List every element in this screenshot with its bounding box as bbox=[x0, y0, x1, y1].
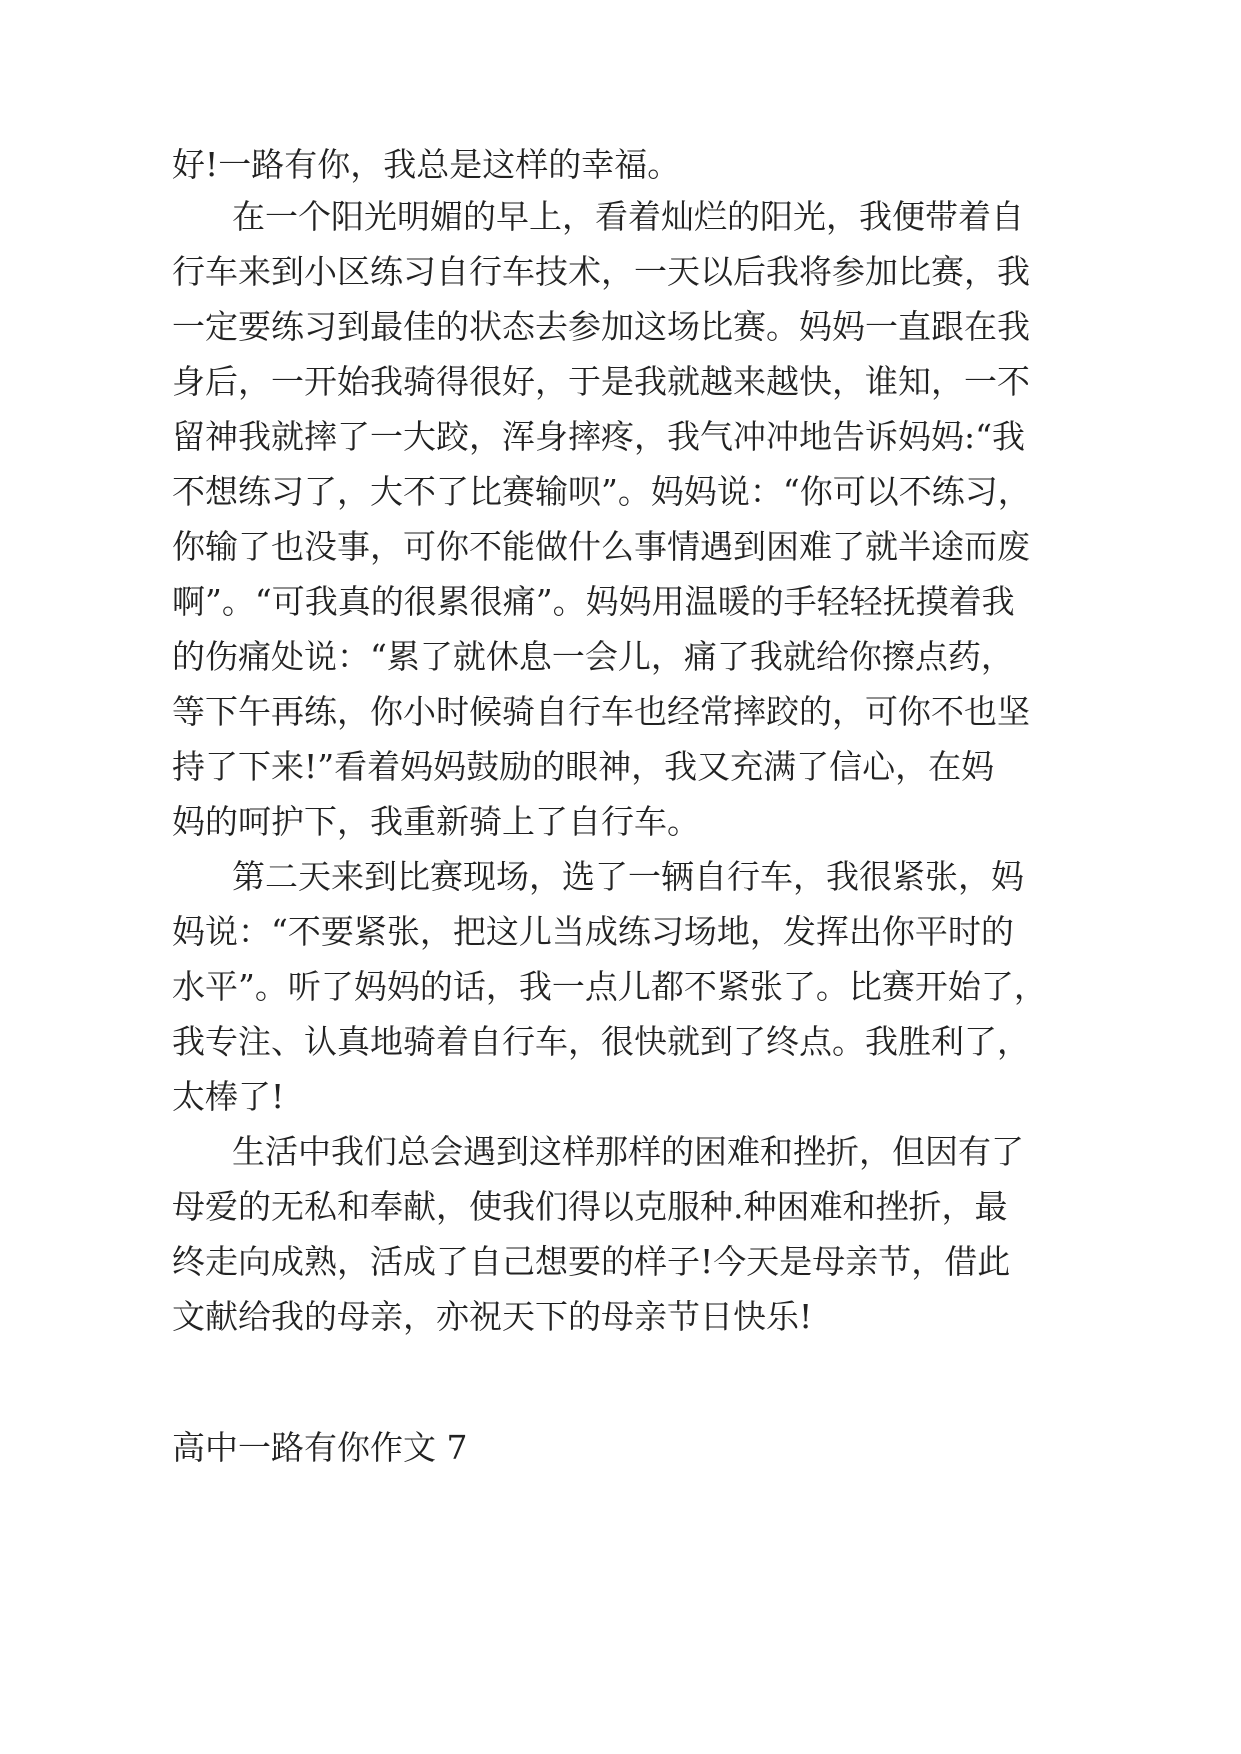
text-line: 好!一路有你，我总是这样的幸福。 bbox=[172, 145, 681, 184]
text-line: 你输了也没事，可你不能做什么事情遇到困难了就半途而废 bbox=[172, 527, 1030, 566]
text-line: 水平”。听了妈妈的话，我一点儿都不紧张了。比赛开始了， bbox=[172, 967, 1047, 1006]
text-line: 身后，一开始我骑得很好，于是我就越来越快，谁知，一不 bbox=[172, 362, 1030, 401]
paragraph-first-line: 第二天来到比赛现场，选了一辆自行车，我很紧张，妈 bbox=[232, 857, 1024, 896]
text-line: 等下午再练，你小时候骑自行车也经常摔跤的，可你不也坚 bbox=[172, 692, 1030, 731]
text-line: 留神我就摔了一大跤，浑身摔疼，我气冲冲地告诉妈妈:“我 bbox=[172, 417, 1025, 456]
paragraph-first-line: 在一个阳光明媚的早上，看着灿烂的阳光，我便带着自 bbox=[232, 197, 1024, 236]
paragraph-first-line: 生活中我们总会遇到这样那样的困难和挫折，但因有了 bbox=[232, 1132, 1024, 1171]
text-line: 终走向成熟，活成了自己想要的样子!今天是母亲节，借此 bbox=[172, 1242, 1011, 1281]
text-line: 的伤痛处说：“累了就休息一会儿，痛了我就给你擦点药， bbox=[172, 637, 1014, 676]
essay-heading: 高中一路有你作文 7 bbox=[172, 1428, 468, 1467]
text-line: 太棒了! bbox=[172, 1077, 285, 1116]
text-line: 不想练习了，大不了比赛输呗”。妈妈说：“你可以不练习， bbox=[172, 472, 1031, 511]
text-line: 妈的呵护下，我重新骑上了自行车。 bbox=[172, 802, 700, 841]
text-line: 我专注、认真地骑着自行车，很快就到了终点。我胜利了， bbox=[172, 1022, 1030, 1061]
text-line: 母爱的无私和奉献，使我们得以克服种.种困难和挫折，最 bbox=[172, 1187, 1008, 1226]
text-line: 一定要练习到最佳的状态去参加这场比赛。妈妈一直跟在我 bbox=[172, 307, 1030, 346]
text-line: 行车来到小区练习自行车技术，一天以后我将参加比赛，我 bbox=[172, 252, 1030, 291]
text-line: 妈说：“不要紧张，把这儿当成练习场地，发挥出你平时的 bbox=[172, 912, 1014, 951]
text-line: 持了下来!”看着妈妈鼓励的眼神，我又充满了信心，在妈 bbox=[172, 747, 995, 786]
text-line: 文献给我的母亲，亦祝天下的母亲节日快乐! bbox=[172, 1297, 813, 1336]
text-line: 啊”。“可我真的很累很痛”。妈妈用温暖的手轻轻抚摸着我 bbox=[172, 582, 1015, 621]
